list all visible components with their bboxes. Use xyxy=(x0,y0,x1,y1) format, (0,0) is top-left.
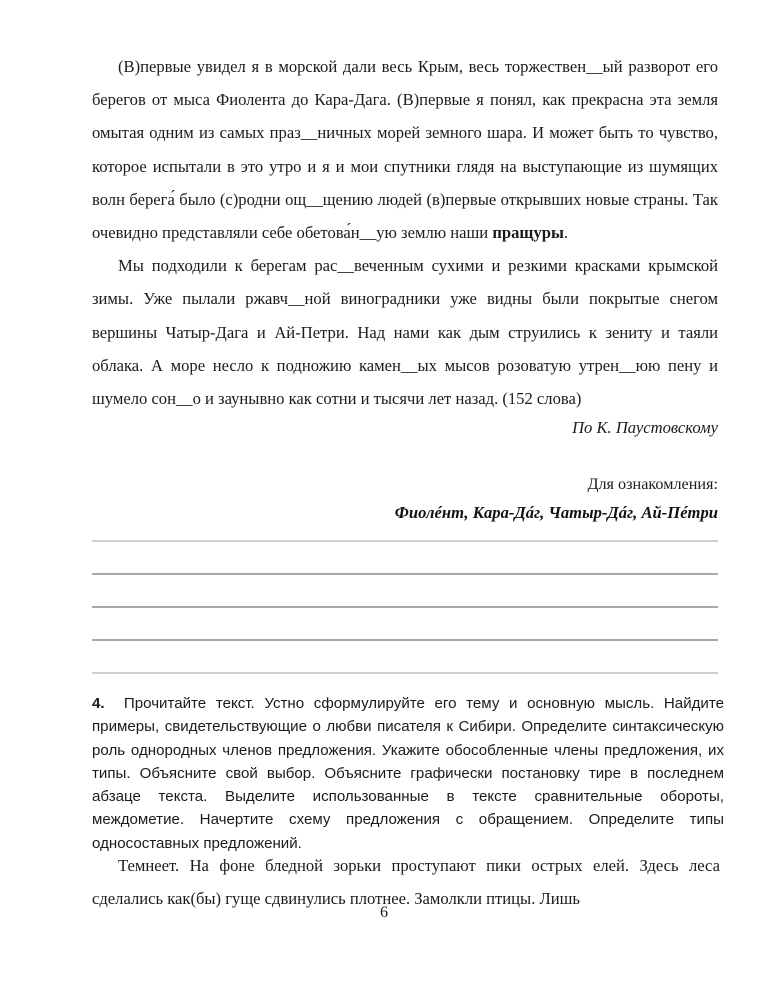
dictation-paragraph-2: Мы подходили к берегам рас__веченным сухими и резкими красками крымской зимы. Уже пылали ржавч__ной виноградники уже видны были покрытые снегом вершины Чатыр-Дага и Ай-Петри. Над нами как дым струились к зениту и таяли облака. А море несло к подножию камен__ых мысов розоватую утрен__юю пену и шумело сон__о и заунывно как сотни и тысячи лет назад. (152 слова) xyxy=(92,256,718,409)
exercise-text: Прочитайте текст. Устно сформулируйте его тему и основную мысль. Найдите примеры, свидетельствующие о любви писателя к Сибири. Определите синтаксическую роль однородных членов предложения. Укажите обособленные члены предложения, их типы. Объясните свой выбор. Объясните графически постановку тире в последнем абзаце текста. Выделите использованные в тексте сравнительные обороты, междометие. Начертите схему предложения с обращением. Определите типы односоставных предложений. xyxy=(92,695,725,852)
answer-line[interactable] xyxy=(92,534,718,567)
dictation-block xyxy=(92,50,718,527)
note-terms-toponyms: Фиолéнт, Кара-Дáг, Чатыр-Дáг, Ай-Пéтри xyxy=(394,503,718,523)
answer-lines xyxy=(92,534,718,699)
dictation-paragraph-1-tail: . xyxy=(563,223,569,243)
note-label: Для ознакомления: xyxy=(587,475,718,494)
page-number: 6 xyxy=(379,903,389,921)
answer-line[interactable] xyxy=(92,633,718,666)
dictation-attribution: По К. Паустовскому xyxy=(572,418,718,438)
dictation-paragraph-1 xyxy=(92,50,718,249)
exercise-4 xyxy=(92,692,724,855)
highlighted-word-prashchury: пращуры xyxy=(492,223,564,243)
dictation-paragraph-1-text: (В)первые увидел я в морской дали весь Крым, весь торжествен__ый разворот его берегов от мыса Фиолента до Кара-Дага. (В)первые я понял, как прекрасна эта земля омытая одним из самых праз__ничных морей земного шара. И может быть то чувство, которое испытали в это утро и я и мои спутники глядя на выступающие из шумящих волн берега́ было (с)родни ощ__щению людей (в)первые открывших новые страны. Так очевидно представляли себе обетова́н__ую землю наши xyxy=(92,57,718,243)
exercise-number: 4. xyxy=(92,695,105,712)
excerpt-paragraph: Темнеет. На фоне бледной зорьки проступают пики острых елей. Здесь леса сделались как(бы) гуще сдвинулись плотнее. Замолкли птицы. Лишь xyxy=(92,856,720,909)
answer-line[interactable] xyxy=(92,600,718,633)
answer-line[interactable] xyxy=(92,567,718,600)
